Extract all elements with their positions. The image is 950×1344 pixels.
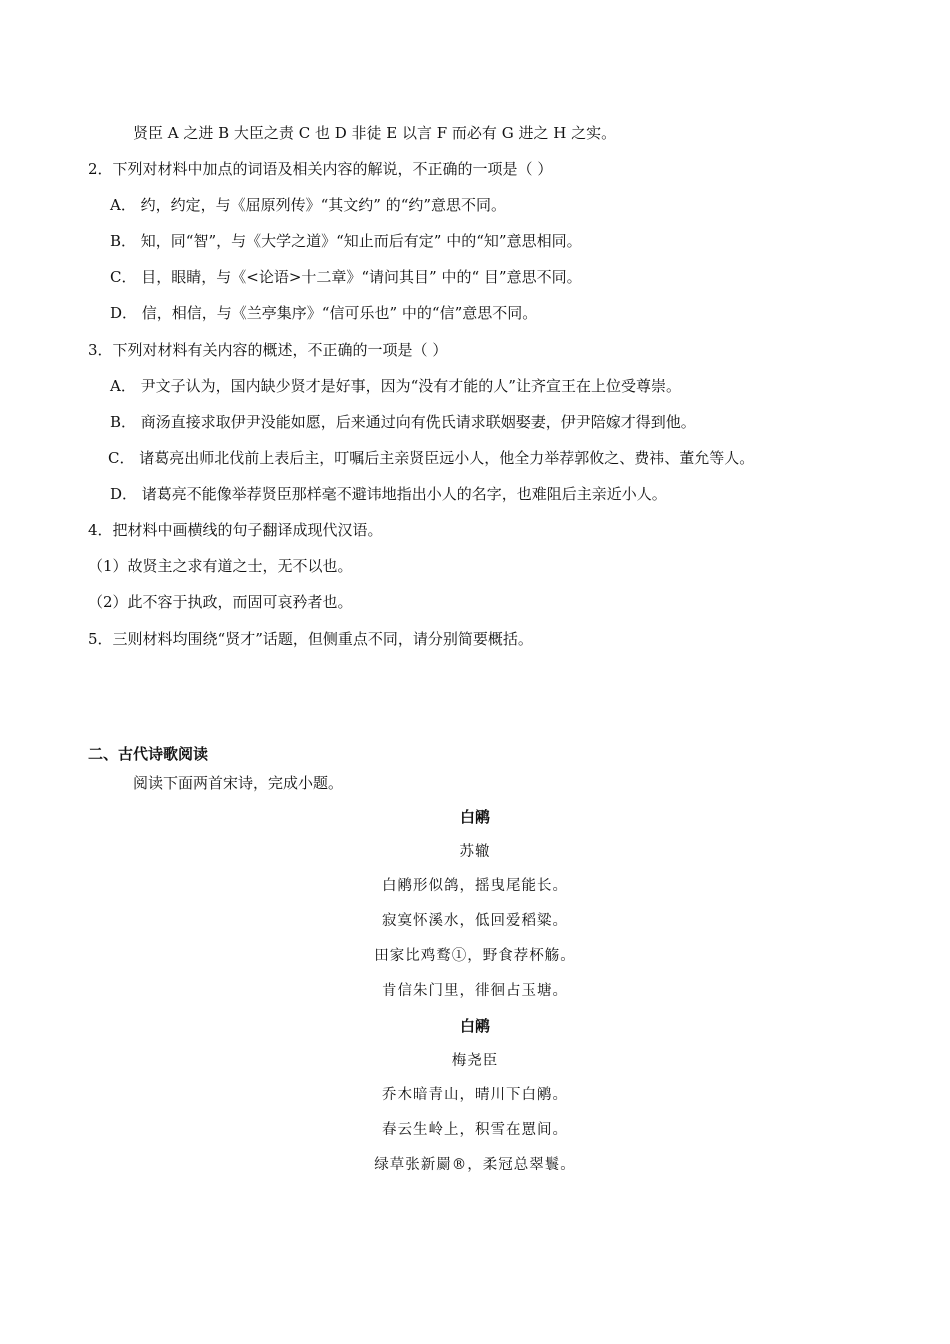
q2-option-a: A． 约，约定，与《屈原列传》“其文约” 的“约”意思不同。	[110, 196, 507, 214]
poem-2-line-2: 春云生岭上，积雪在罳间。	[382, 1122, 568, 1138]
poem-1-line-4: 肯信朱门里，徘徊占玉塘。	[382, 983, 568, 999]
q4-item-2: （2）此不容于执政，而固可哀矜者也。	[88, 593, 353, 611]
q5-stem: 5．三则材料均围绕“贤才”话题，但侧重点不同，请分别简要概括。	[88, 630, 533, 648]
poem-2-line-3: 绿草张新罽®，柔冠总翠鬟。	[374, 1157, 576, 1173]
q3-option-a: A． 尹文子认为，国内缺少贤才是好事，因为“没有才能的人”让齐宣王在上位受尊崇。	[110, 377, 681, 395]
poem-1-line-1: 白鹇形似鸽，摇曳尾能长。	[382, 878, 568, 894]
q2-option-d: D． 信，相信，与《兰亭集序》“信可乐也” 中的“信”意思不同。	[110, 304, 538, 322]
section-heading: 二、古代诗歌阅读	[88, 745, 209, 763]
q3-option-b: B． 商汤直接求取伊尹没能如愿，后来通过向有侁氏请求联姻娶妻，伊尹陪嫁才得到他。	[110, 413, 696, 431]
poem-2-title: 白鹇	[459, 1017, 490, 1035]
poem-1-title: 白鹇	[459, 808, 490, 826]
q4-item-1: （1）故贤主之求有道之士，无不以也。	[88, 557, 353, 575]
q2-option-c: C． 目，眼睛，与《<论语>十二章》“请问其目” 中的“ 目”意思不同。	[110, 268, 582, 286]
poem-2-author: 梅尧臣	[451, 1053, 499, 1069]
q3-stem: 3．下列对材料有关内容的概述，不正确的一项是（ ）	[88, 341, 448, 359]
poem-1-line-3: 田家比鸡鹜①，野食荐杯觞。	[374, 948, 576, 964]
poem-1-line-2: 寂寞怀溪水，低回爱稻粱。	[382, 913, 568, 929]
poem-2-line-1: 乔木暗青山，晴川下白鹇。	[382, 1087, 568, 1103]
q3-option-c: C． 诸葛亮出师北伐前上表后主，叮嘱后主亲贤臣远小人，他全力举荐郭攸之、费祎、董允等人。	[108, 449, 755, 467]
q1-answer-tail: 贤臣 A 之进 B 大臣之责 C 也 D 非徒 E 以言 F 而必有 G 进之 H 之实。	[133, 124, 617, 142]
q4-stem: 4．把材料中画横线的句子翻译成现代汉语。	[88, 521, 383, 539]
poem-1-author: 苏辙	[459, 844, 491, 860]
q2-option-b: B． 知，同“智”，与《大学之道》“知止而后有定” 中的“知”意思相同。	[110, 232, 582, 250]
q3-option-d: D． 诸葛亮不能像举荐贤臣那样毫不避讳地指出小人的名字，也难阻后主亲近小人。	[110, 485, 667, 503]
section-intro: 阅读下面两首宋诗，完成小题。	[133, 774, 344, 792]
q2-stem: 2．下列对材料中加点的词语及相关内容的解说，不正确的一项是（ ）	[88, 160, 553, 178]
